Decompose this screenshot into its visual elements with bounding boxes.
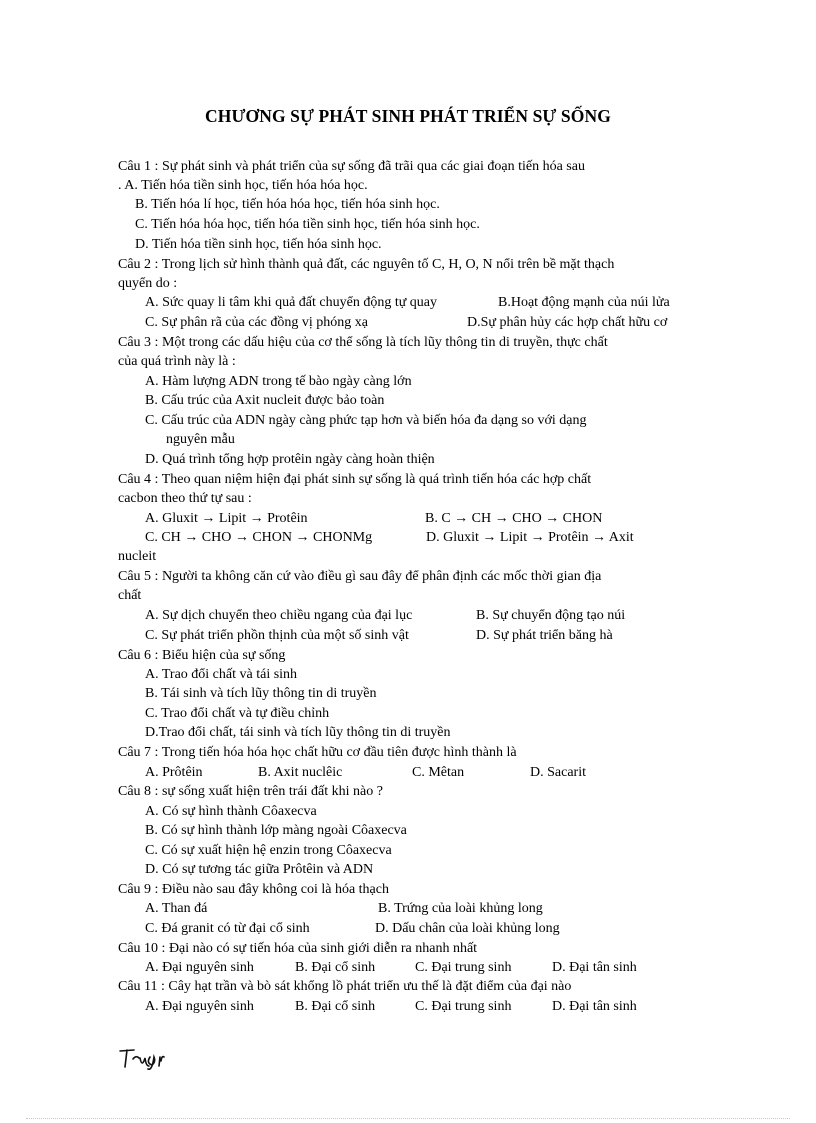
answer-line: D. Gluxit → Lipit → Protêin → Axit	[426, 530, 634, 545]
answer-line: C. Mêtan	[412, 765, 465, 780]
answer-line: nucleit	[118, 549, 157, 564]
answer-line: B. Axit nuclêic	[258, 765, 343, 780]
question-line: Câu 3 : Một trong các dấu hiệu của cơ thể sống là tích lũy thông tin di truyền, thực chất	[118, 335, 608, 350]
question-line: Câu 10 : Đại nào có sự tiến hóa của sinh giới diễn ra nhanh nhất	[118, 941, 478, 956]
answer-line: A. Gluxit → Lipit → Protêin	[145, 511, 308, 526]
question-line: Câu 7 : Trong tiến hóa hóa học chất hữu cơ đầu tiên được hình thành là	[118, 745, 517, 760]
answer-line: A. Đại nguyên sinh	[145, 999, 254, 1014]
question-line: Câu 2 : Trong lịch sử hình thành quả đất, các nguyên tố C, H, O, N nổi trên bề mặt thạch	[118, 257, 615, 272]
answer-line: B. Có sự hình thành lớp màng ngoài Côaxecva	[145, 823, 407, 838]
answer-line: D. Đại tân sinh	[552, 960, 637, 975]
answer-line: nguyên mẫu	[166, 432, 235, 447]
page-title: CHƯƠNG SỰ PHÁT SINH PHÁT TRIỂN SỰ SỐNG	[205, 106, 611, 126]
answer-line: A. Sự dịch chuyển theo chiều ngang của đại lục	[145, 608, 413, 623]
question-line: Câu 11 : Cây hạt trần và bò sát khổng lồ phát triển ưu thế là đặt điểm của đại nào	[118, 979, 572, 994]
answer-line: D. Sự phát triển băng hà	[476, 628, 613, 643]
answer-line: C. Đại trung sinh	[415, 999, 512, 1014]
answer-line: C. CH → CHO → CHON → CHONMg	[145, 530, 373, 545]
answer-line: B.Hoạt động mạnh của núi lửa	[498, 295, 670, 310]
answer-line: D. Tiến hóa tiền sinh học, tiến hóa sinh học.	[135, 237, 382, 252]
answer-line: B. Đại cổ sinh	[295, 960, 376, 975]
answer-line: C. Có sự xuất hiện hệ enzin trong Côaxecva	[145, 843, 392, 858]
answer-line: A. Prôtêin	[145, 765, 203, 780]
answer-line: B. Trứng của loài khủng long	[378, 901, 543, 916]
answer-line: D. Sacarit	[530, 765, 586, 780]
answer-line: B. Đại cổ sinh	[295, 999, 376, 1014]
answer-line: cacbon theo thứ tự sau :	[118, 491, 252, 506]
question-line: Câu 4 : Theo quan niệm hiện đại phát sinh sự sống là quá trình tiến hóa các hợp chất	[118, 472, 592, 487]
answer-line: chất	[118, 588, 142, 603]
answer-line: A. Hàm lượng ADN trong tế bào ngày càng lớn	[145, 374, 412, 389]
question-line: Câu 8 : sự sống xuất hiện trên trái đất khi nào ?	[118, 784, 383, 799]
answer-line: C. Trao đổi chất và tự điều chỉnh	[145, 706, 330, 721]
page-bottom-rule	[26, 1118, 790, 1119]
answer-line: của quá trình này là :	[118, 354, 236, 369]
answer-line: A. Đại nguyên sinh	[145, 960, 254, 975]
answer-line: D.Trao đổi chất, tái sinh và tích lũy thông tin di truyền	[145, 725, 451, 740]
answer-line: C. Đại trung sinh	[415, 960, 512, 975]
answer-line: B. Cấu trúc của Axit nucleit được bảo toàn	[145, 393, 385, 408]
answer-line: B. C → CH → CHO → CHON	[425, 511, 603, 526]
answer-line: D. Đại tân sinh	[552, 999, 637, 1014]
answer-line: D. Dấu chân của loài khủng long	[375, 921, 560, 936]
answer-line: A. Than đá	[145, 901, 208, 916]
answer-line: D.Sự phân hủy các hợp chất hữu cơ	[467, 315, 668, 330]
question-line: Câu 1 : Sự phát sinh và phát triển của sự sống đã trãi qua các giai đoạn tiến hóa sau	[118, 159, 585, 174]
answer-line: A. Trao đổi chất và tái sinh	[145, 667, 298, 682]
answer-line: B. Sự chuyển động tạo núi	[476, 608, 626, 623]
answer-line: C. Cấu trúc của ADN ngày càng phức tạp hơn và biến hóa đa dạng so với dạng	[145, 413, 587, 428]
answer-line: B. Tiến hóa lí học, tiến hóa hóa học, tiến hóa sinh học.	[135, 197, 440, 212]
answer-line: A. Có sự hình thành Côaxecva	[145, 804, 317, 819]
handwritten-signature	[116, 1045, 186, 1071]
answer-line: A. Sức quay li tâm khi quả đất chuyển động tự quay	[145, 295, 438, 310]
question-line: Câu 9 : Điều nào sau đây không coi là hóa thạch	[118, 882, 389, 897]
answer-line: . A. Tiến hóa tiền sinh học, tiến hóa hóa học.	[118, 178, 368, 193]
answer-line: C. Sự phân rã của các đồng vị phóng xạ	[145, 315, 368, 330]
question-line: Câu 5 : Người ta không căn cứ vào điều gì sau đây để phân định các mốc thời gian địa	[118, 569, 602, 584]
question-line: Câu 6 : Biểu hiện của sự sống	[118, 648, 286, 663]
answer-line: D. Có sự tương tác giữa Prôtêin và ADN	[145, 862, 374, 877]
answer-line: quyển do :	[118, 276, 178, 291]
answer-line: C. Đá granit có từ đại cổ sinh	[145, 921, 310, 936]
answer-line: B. Tái sinh và tích lũy thông tin di truyền	[145, 686, 377, 701]
answer-line: C. Sự phát triển phồn thịnh của một số sinh vật	[145, 628, 409, 643]
answer-line: C. Tiến hóa hóa học, tiến hóa tiền sinh học, tiến hóa sinh học.	[135, 217, 480, 232]
answer-line: D. Quá trình tổng hợp protêin ngày càng hoàn thiện	[145, 452, 435, 467]
